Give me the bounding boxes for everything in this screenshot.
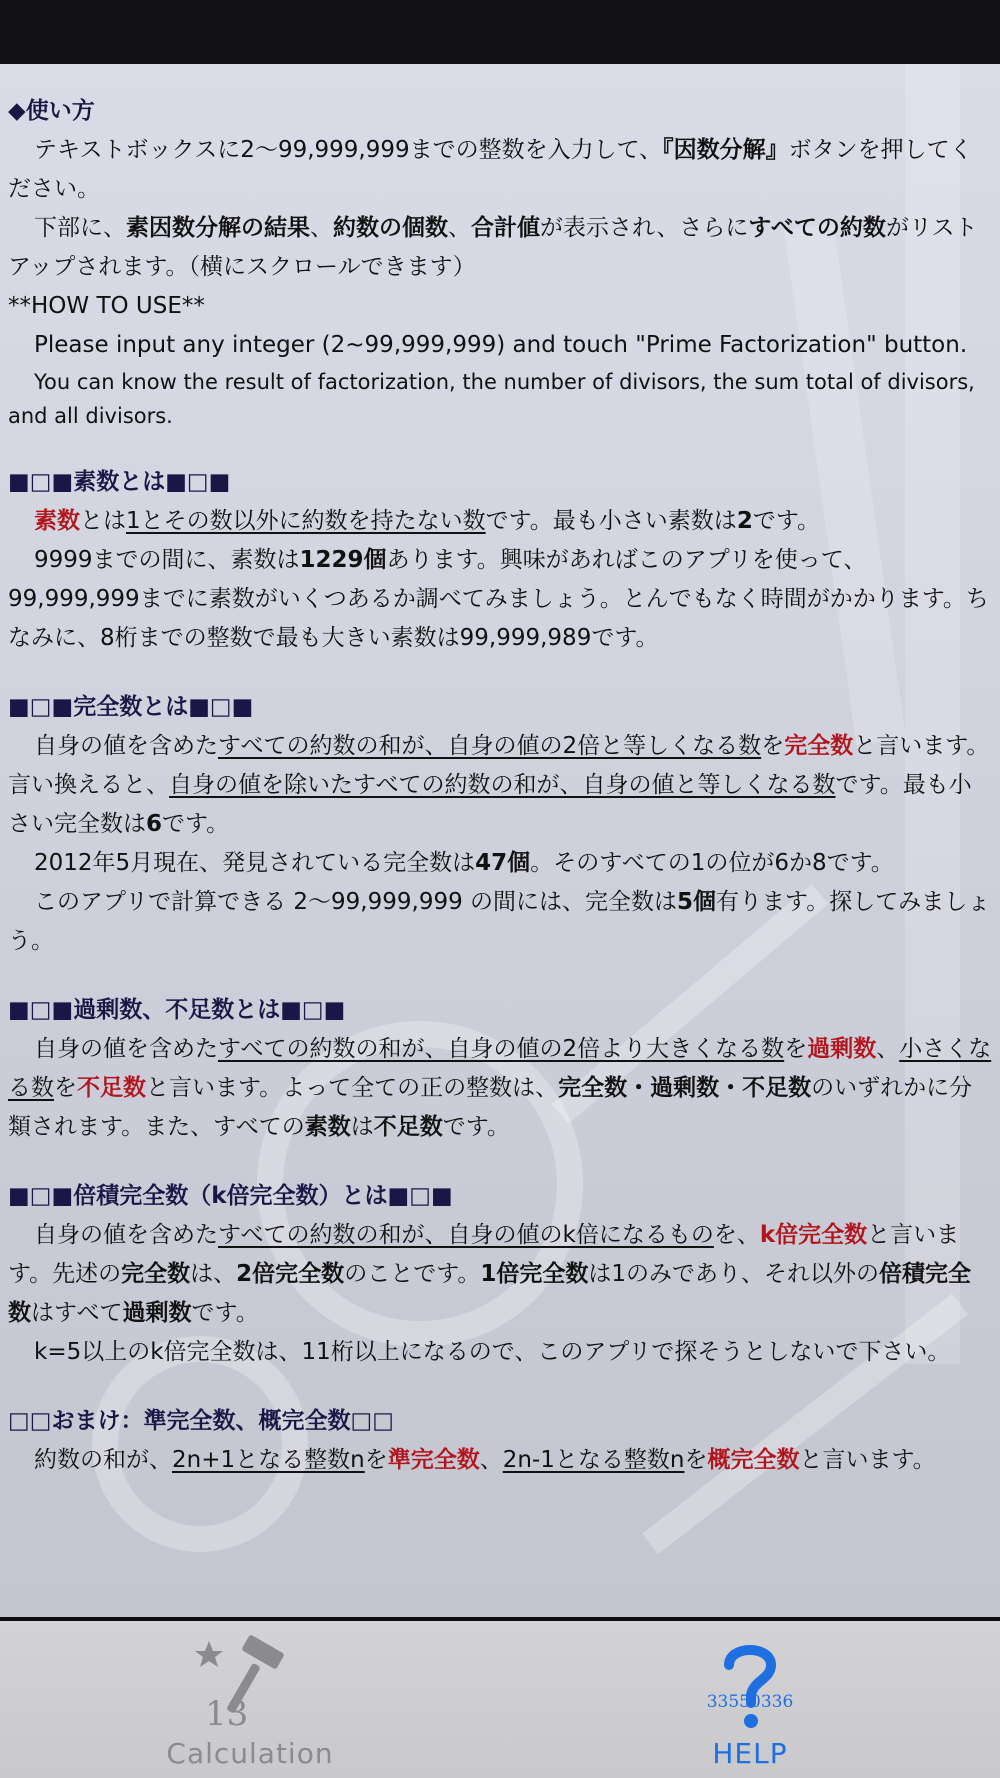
- usage-paragraph-2: 下部に、素因数分解の結果、約数の個数、合計値が表示され、さらにすべての約数がリストアップされます。（横にスクロールできます）: [8, 215, 978, 280]
- section-heading-prime: ■□■素数とは■□■: [8, 469, 231, 495]
- prime-paragraph-2: 9999までの間に、素数は1229個あります。興味があればこのアプリを使って、99,999,999までに素数がいくつあるか調べてみましょう。とんでもなく時間がかかります。ちなみに、8桁までの整数で最も大きい素数は99,999,989です。: [8, 547, 989, 651]
- tab-help-label: HELP: [712, 1737, 788, 1770]
- english-paragraph-1: Please input any integer (2~99,999,999) and touch "Prime Factorization" button.: [34, 332, 968, 358]
- prime-paragraph-1: 素数とは1とその数以外に約数を持たない数です。最も小さい素数は2です。: [34, 508, 820, 534]
- calc-icon-number: 13: [205, 1694, 249, 1734]
- section-heading-multiperfect: ■□■倍積完全数（k倍完全数）とは■□■: [8, 1183, 453, 1209]
- tab-calculation[interactable]: [0, 1621, 500, 1778]
- status-bar: [0, 0, 1000, 64]
- english-heading: **HOW TO USE**: [8, 293, 205, 319]
- perfect-paragraph-3: このアプリで計算できる 2〜99,999,999 の間には、完全数は5個有ります。探してみましょう。: [8, 889, 991, 954]
- perfect-paragraph-1: 自身の値を含めたすべての約数の和が、自身の値の2倍と等しくなる数を完全数と言います。言い換えると、自身の値を除いたすべての約数の和が、自身の値と等しくなる数です。最も小さい完全数は6です。: [8, 733, 990, 837]
- tab-bar: [0, 1621, 1000, 1778]
- section-heading-bonus: □□おまけ：準完全数、概完全数□□: [8, 1408, 394, 1434]
- section-heading-abundant: ■□■過剰数、不足数とは■□■: [8, 997, 346, 1023]
- tab-calculation-label: Calculation: [166, 1737, 334, 1770]
- bonus-paragraph-1: 約数の和が、2n+1となる整数nを準完全数、2n-1となる整数nを概完全数と言います。: [34, 1447, 936, 1473]
- abundant-paragraph-1: 自身の値を含めたすべての約数の和が、自身の値の2倍より大きくなる数を過剰数、小さくなる数を不足数と言います。よって全ての正の整数は、完全数・過剰数・不足数のいずれかに分類されます。また、すべての素数は不足数です。: [8, 1036, 992, 1140]
- usage-paragraph-1: テキストボックスに2〜99,999,999までの整数を入力して、『因数分解』ボタンを押してください。: [8, 137, 973, 202]
- section-heading-perfect: ■□■完全数とは■□■: [8, 694, 254, 720]
- help-icon-number: 33550336: [706, 1692, 794, 1712]
- hammer-calc-icon: [195, 1635, 305, 1735]
- multiperfect-paragraph-1: 自身の値を含めたすべての約数の和が、自身の値のk倍になるものを、k倍完全数と言います。先述の完全数は、2倍完全数のことです。1倍完全数は1のみであり、それ以外の倍積完全数はすべて過剰数です。: [8, 1222, 972, 1326]
- perfect-paragraph-2: 2012年5月現在、発見されている完全数は47個。そのすべての1の位が6か8です。: [34, 850, 894, 876]
- multiperfect-paragraph-2: k=5以上のk倍完全数は、11桁以上になるので、このアプリで探そうとしないで下さい。: [34, 1339, 951, 1365]
- help-scroll-view[interactable]: [0, 64, 1000, 1619]
- tab-help[interactable]: [500, 1621, 1000, 1778]
- help-text: [8, 92, 993, 1480]
- section-heading-usage: ◆使い方: [8, 98, 95, 124]
- english-paragraph-2: You can know the result of factorization, the number of divisors, the sum total of divisors, and all divisors.: [8, 370, 975, 428]
- question-mark-icon: [695, 1635, 805, 1735]
